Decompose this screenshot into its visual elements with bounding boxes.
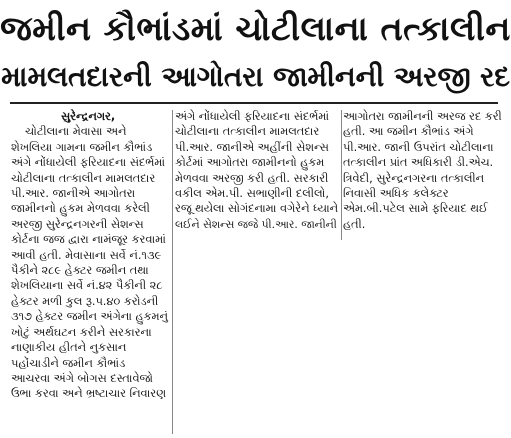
headline-line-2: મામલતદારની આગોતરા જામીનની અરજી રદ xyxy=(1,60,510,93)
column-rule xyxy=(172,110,173,434)
article-column-1 xyxy=(11,109,171,433)
column1-line: જામીનનો હુકમ મેળવવા કરેલી xyxy=(11,202,150,216)
column1-line: ચોટીલાના તત્કાલીન મામલતદાર xyxy=(11,171,156,185)
column3-line: હતી. xyxy=(343,217,366,231)
headline-line-1: જમીન કૌભાંડમાં ચોટીલાના તત્કાલીન xyxy=(0,9,511,48)
column1-line: નાણાકીય હીતને નુકસાન xyxy=(11,341,127,355)
column1-line: અંગે નોંધાયેલી ફરિયાદના સંદર્ભમાં xyxy=(11,156,165,170)
column2-line: રજૂ થયેલા સોગંદનામા વગેરેને ધ્યાને xyxy=(175,202,339,216)
article-column-2 xyxy=(175,109,340,249)
column1-line: શેખલિયા ગામના જમીન કૌભાંડ xyxy=(11,140,153,154)
column1-line: ૩૧૭ હેક્ટર જમીન અંગેના હુકમનું xyxy=(11,310,168,324)
column1-line: આવી હતી. મેવાસાના સર્વે નં.૧૩૯ xyxy=(11,248,162,262)
column1-line: અરજી સુરેન્દ્રનગરની સેશન્સ xyxy=(11,217,144,231)
column1-line: પી.આર. જાનીએ આગોતરા xyxy=(11,187,136,201)
column2-line: અંગે નોંધાયેલી ફરિયાદના સંદર્ભમાં xyxy=(175,110,329,123)
column1-line: ખોટું અર્થઘટન કરીને સરકારના xyxy=(11,325,152,339)
column1-line: પહોંચાડીને જમીન કૌભાંડ xyxy=(11,356,126,370)
column2-line: ચોટીલાના તત્કાલીન મામલતદાર xyxy=(175,125,320,139)
article-column-3 xyxy=(343,109,503,249)
column1-line: હેક્ટર મળી કુલ રૂ.પ.૪૦ કરોડની xyxy=(11,294,159,308)
column3-line: તત્કાલીન પ્રાંત અધિકારી ડી.એચ. xyxy=(343,156,494,170)
column2-line: લઈને સેશન્સ જજે પી.આર. જાનીની xyxy=(175,217,337,231)
column1-line: શેખલિયાના સર્વે નં.૪૨ પૈકીની ૨૮ xyxy=(11,279,163,293)
column2-line: પી.આર. જાનીએ અહીંની સેશન્સ xyxy=(175,140,329,154)
column1-line: પૈકીને ૨૮૯ હેક્ટર જમીન તથા xyxy=(11,264,149,278)
column1-line: ઉભા કરવા અને ભ્રષ્ટાચાર નિવારણ xyxy=(11,387,167,401)
dateline: સુરેન્દ્રનગર, xyxy=(61,110,116,123)
column2-line: કોર્ટમાં આગોતરા જામીનનો હુકમ xyxy=(175,156,325,170)
column2-line: વકીલ એમ.પી. સભાણીની દલીલો, xyxy=(175,187,329,201)
column3-line: ત્રિવેદી, સુરેન્દ્રનગરના તત્કાલીન xyxy=(343,171,485,185)
column3-line: એમ.બી.પટેલ સામે ફરિયાદ થઈ xyxy=(343,202,488,216)
column3-line: પી.આર. જાની ઉપરાંત ચોટીલાના xyxy=(343,140,494,154)
column-rule xyxy=(341,110,342,240)
column2-line: મેળવવા અરજી કરી હતી. સરકારી xyxy=(175,171,329,185)
column1-line: કોર્ટના જજ દ્વારા નામંજૂર કરવામાં xyxy=(11,233,166,247)
column3-line: હતી. આ જમીન કૌભાંડ અંગે xyxy=(343,125,474,139)
column1-line: ચોટીલાના મેવાસા અને xyxy=(25,125,127,139)
column3-line: નિવાસી અધિક કલેક્ટર xyxy=(343,187,449,201)
headline-divider xyxy=(10,102,498,104)
column1-line: આચરવા અંગે બોગસ દસ્તાવેજો xyxy=(11,371,153,385)
column3-line: આગોતરા જામીનની અરજ રદ કરી xyxy=(343,110,502,123)
